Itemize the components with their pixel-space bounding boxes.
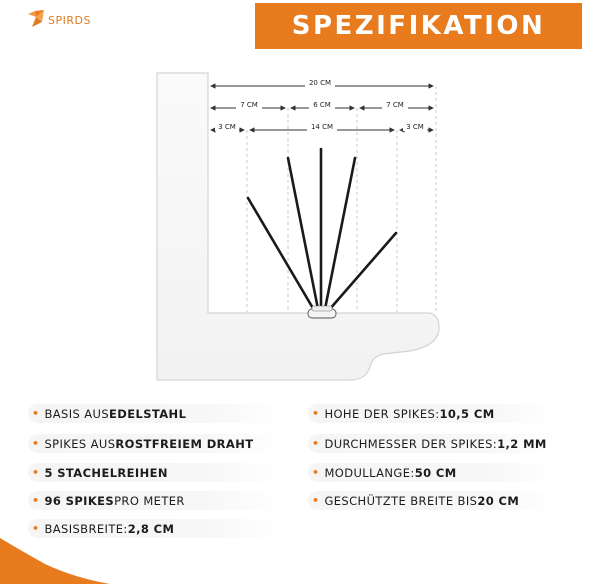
spec-item-spikes-per-meter: • 96 SPIKES PRO METER xyxy=(28,491,283,510)
dim-lower-middle-label: 14 CM xyxy=(310,123,334,131)
spec-item-spike-rows: • 5 STACHELREIHEN xyxy=(28,463,283,482)
bullet-icon: • xyxy=(312,407,320,420)
bullet-icon: • xyxy=(32,437,40,450)
bird-spikes xyxy=(248,149,396,310)
spec-item-base-width: • BASISBREITE: 2,8 CM xyxy=(28,519,283,538)
bullet-icon: • xyxy=(32,494,40,507)
spec-item-base-material: • BASIS AUS EDELSTAHL xyxy=(28,404,283,423)
spec-item-spike-diameter: • DURCHMESSER DER SPIKES: 1,2 MM xyxy=(308,434,556,453)
spec-item-spike-material: • SPIKES AUS ROSTFREIEM DRAHT xyxy=(28,434,283,453)
dim-upper-right-label: 7 CM xyxy=(386,101,404,109)
bullet-icon: • xyxy=(32,407,40,420)
corner-decoration xyxy=(0,534,110,584)
dim-lower-right-label: 3 CM xyxy=(406,123,424,131)
bullet-icon: • xyxy=(312,466,320,479)
spike-1 xyxy=(248,198,314,310)
spec-item-module-length: • MODULLANGE: 50 CM xyxy=(308,463,556,482)
dim-upper-left-label: 7 CM xyxy=(240,101,258,109)
bullet-icon: • xyxy=(312,494,320,507)
page-title: SPEZIFIKATION xyxy=(291,11,546,41)
spec-item-protected-width: • GESCHÜTZTE BREITE BIS 20 CM xyxy=(308,491,556,510)
bullet-icon: • xyxy=(32,522,40,535)
guide-lines xyxy=(247,86,436,312)
dim-total-label: 20 CM xyxy=(308,79,332,87)
brand-name: SPIRDS xyxy=(48,13,91,27)
spike-2 xyxy=(288,158,318,309)
bullet-icon: • xyxy=(312,437,320,450)
dim-upper-middle-label: 6 CM xyxy=(313,101,331,109)
spec-item-spike-height: • HOHE DER SPIKES: 10,5 CM xyxy=(308,404,556,423)
dim-lower-left-label: 3 CM xyxy=(218,123,236,131)
bullet-icon: • xyxy=(32,466,40,479)
